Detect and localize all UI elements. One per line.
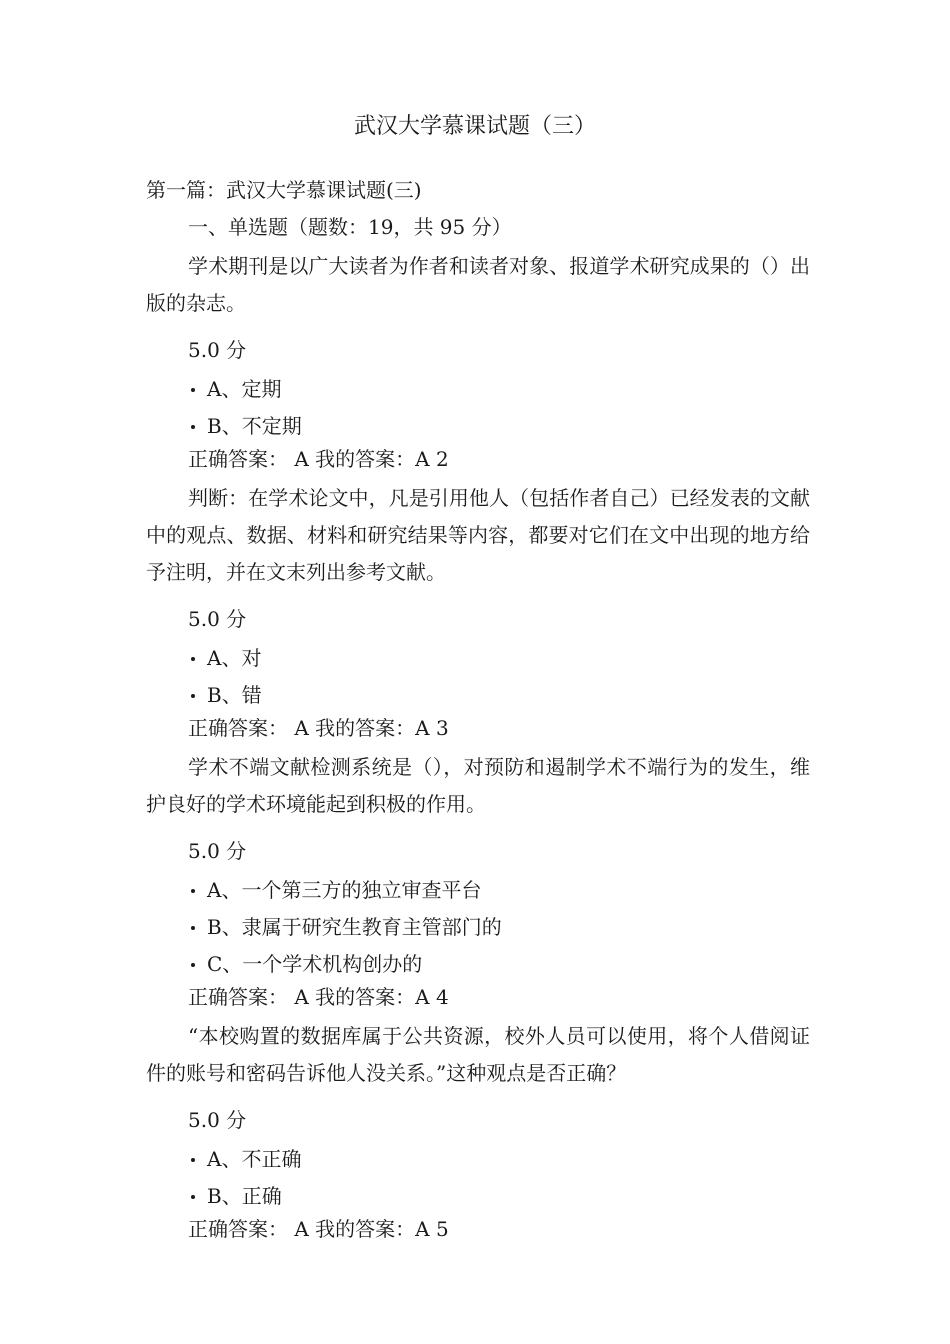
option-label: B、隶属于研究生教育主管部门的 [207, 915, 502, 939]
option-label: B、错 [207, 683, 262, 707]
bullet-icon [191, 657, 195, 661]
option-label: B、正确 [207, 1184, 282, 1208]
option-item [146, 375, 810, 404]
bullet-icon [191, 1158, 195, 1162]
bullet-icon [191, 425, 195, 429]
question-2 [146, 480, 810, 743]
option-label: A、对 [207, 646, 262, 670]
answer-line: 正确答案： A 我的答案：A 4 [188, 985, 449, 1009]
document-title: 武汉大学慕课试题（三） [353, 114, 596, 139]
option-label: A、定期 [207, 377, 282, 401]
question-score: 5.0 分 [188, 839, 247, 863]
answer-line: 正确答案： A 我的答案：A 2 [188, 447, 449, 471]
chapter-heading: 第一篇：武汉大学慕课试题(三) [146, 178, 422, 202]
bullet-icon [191, 889, 195, 893]
question-text: “本校购置的数据库属于公共资源，校外人员可以使用，将个人借阅证件的账号和密码告诉他人没关系。”这种观点是否正确？ [146, 1024, 810, 1085]
option-item [146, 644, 810, 673]
option-item [146, 876, 810, 905]
answer-line: 正确答案： A 我的答案：A 3 [188, 716, 449, 740]
option-item [146, 913, 810, 942]
bullet-icon [191, 963, 195, 967]
question-3 [146, 749, 810, 1012]
bullet-icon [191, 926, 195, 930]
option-label: A、不正确 [207, 1147, 302, 1171]
bullet-icon [191, 1195, 195, 1199]
question-text: 学术期刊是以广大读者为作者和读者对象、报道学术研究成果的（）出版的杂志。 [146, 254, 810, 315]
option-label: B、不定期 [207, 414, 302, 438]
option-item [146, 1182, 810, 1211]
option-item [146, 1145, 810, 1174]
option-label: C、一个学术机构创办的 [207, 952, 423, 976]
option-label: A、一个第三方的独立审查平台 [207, 878, 482, 902]
question-score: 5.0 分 [188, 607, 247, 631]
question-1 [146, 248, 810, 474]
option-item [146, 950, 810, 979]
question-score: 5.0 分 [188, 1108, 247, 1132]
bullet-icon [191, 694, 195, 698]
question-4 [146, 1018, 810, 1244]
answer-line: 正确答案： A 我的答案：A 5 [188, 1217, 449, 1241]
bullet-icon [191, 388, 195, 392]
question-score: 5.0 分 [188, 338, 247, 362]
question-text: 学术不端文献检测系统是（），对预防和遏制学术不端行为的发生，维护良好的学术环境能起到积极的作用。 [146, 755, 810, 816]
option-item [146, 681, 810, 710]
option-item [146, 412, 810, 441]
question-text: 判断：在学术论文中，凡是引用他人（包括作者自己）已经发表的文献中的观点、数据、材料和研究结果等内容，都要对它们在文中出现的地方给予注明，并在文末列出参考文献。 [146, 486, 810, 584]
document-body [146, 176, 810, 1250]
section-heading: 一、单选题（题数：19，共 95 分） [188, 215, 512, 239]
